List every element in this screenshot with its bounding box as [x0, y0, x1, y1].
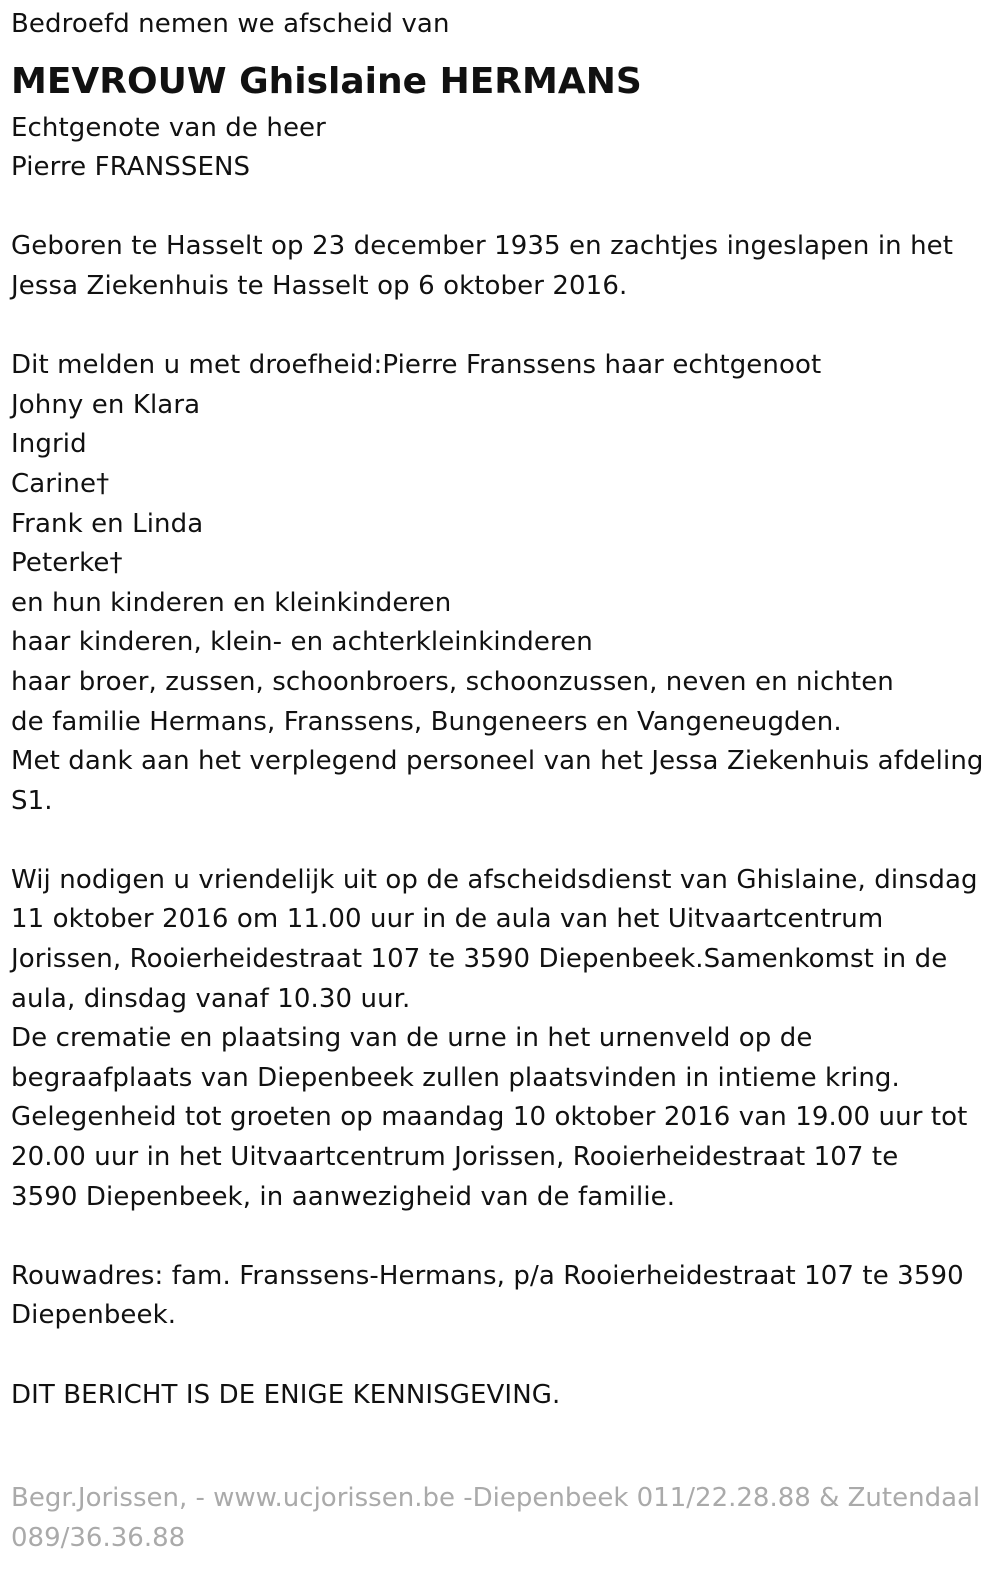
ceremony-line: 11 oktober 2016 om 11.00 uur in de aula van het Uitvaartcentrum	[11, 904, 884, 935]
ceremony-line: 3590 Diepenbeek, in aanwezigheid van de familie.	[11, 1181, 676, 1212]
thanks-line: Met dank aan het verplegend personeel van het Jessa Ziekenhuis afdeling	[11, 746, 984, 777]
mourner-line: Ingrid	[11, 429, 87, 460]
spacer	[11, 1217, 991, 1257]
birth-death-line: Geboren te Hasselt op 23 december 1935 en zachtjes ingeslapen in het	[11, 231, 954, 262]
spouse-name: Pierre FRANSSENS	[11, 152, 251, 183]
deceased-name: MEVROUW Ghislaine HERMANS	[11, 60, 642, 102]
spacer	[11, 821, 991, 861]
mourner-line: Frank en Linda	[11, 508, 204, 539]
cross-icon: †	[96, 468, 110, 499]
ceremony-line: Jorissen, Rooierheidestraat 107 te 3590 Diepenbeek.Samenkomst in de	[11, 944, 948, 975]
mourner-name: Peterke	[11, 548, 110, 579]
mourner-line: haar broer, zussen, schoonbroers, schoonzussen, neven en nichten	[11, 666, 894, 697]
cross-icon: †	[109, 548, 123, 579]
intro-text: Bedroefd nemen we afscheid van	[11, 9, 450, 39]
spacer	[11, 188, 991, 228]
ceremony-line: Gelegenheid tot groeten op maandag 10 oktober 2016 van 19.00 uur tot	[11, 1102, 968, 1133]
footer-line: 089/36.36.88	[11, 1522, 186, 1553]
thanks-line: S1.	[11, 785, 53, 816]
spouse-line: Echtgenote van de heer	[11, 112, 326, 143]
spacer	[11, 1336, 991, 1376]
birth-death-line: Jessa Ziekenhuis te Hasselt op 6 oktober 2016.	[11, 270, 628, 301]
mourning-address: Rouwadres: fam. Franssens-Hermans, p/a Rooierheidestraat 107 te 3590	[11, 1260, 964, 1291]
ceremony-line: De crematie en plaatsing van de urne in het urnenveld op de	[11, 1023, 813, 1054]
obituary-notice	[11, 5, 991, 1415]
notice-text: DIT BERICHT IS DE ENIGE KENNISGEVING.	[11, 1379, 561, 1410]
ceremony-line: Wij nodigen u vriendelijk uit op de afscheidsdienst van Ghislaine, dinsdag	[11, 864, 978, 895]
mourner-line	[11, 544, 991, 584]
ceremony-line: aula, dinsdag vanaf 10.30 uur.	[11, 983, 411, 1014]
mourning-address: Diepenbeek.	[11, 1300, 177, 1331]
spacer	[11, 307, 991, 347]
ceremony-line: begraafplaats van Diepenbeek zullen plaatsvinden in intieme kring.	[11, 1062, 900, 1093]
mourner-name: Carine	[11, 468, 97, 499]
mourner-line: Johny en Klara	[11, 389, 201, 420]
footer-line: Begr.Jorissen, - www.ucjorissen.be -Diepenbeek 011/22.28.88 & Zutendaal	[11, 1483, 981, 1513]
mourner-line: de familie Hermans, Franssens, Bungeneers en Vangeneugden.	[11, 706, 842, 737]
mourner-line: en hun kinderen en kleinkinderen	[11, 587, 452, 618]
ceremony-line: 20.00 uur in het Uitvaartcentrum Jorissen, Rooierheidestraat 107 te	[11, 1142, 899, 1173]
funeral-home-footer	[11, 1479, 991, 1558]
mourner-line: haar kinderen, klein- en achterkleinkinderen	[11, 627, 593, 658]
mourner-line	[11, 465, 991, 505]
mourners-intro: Dit melden u met droefheid:Pierre Franssens haar echtgenoot	[11, 350, 822, 381]
